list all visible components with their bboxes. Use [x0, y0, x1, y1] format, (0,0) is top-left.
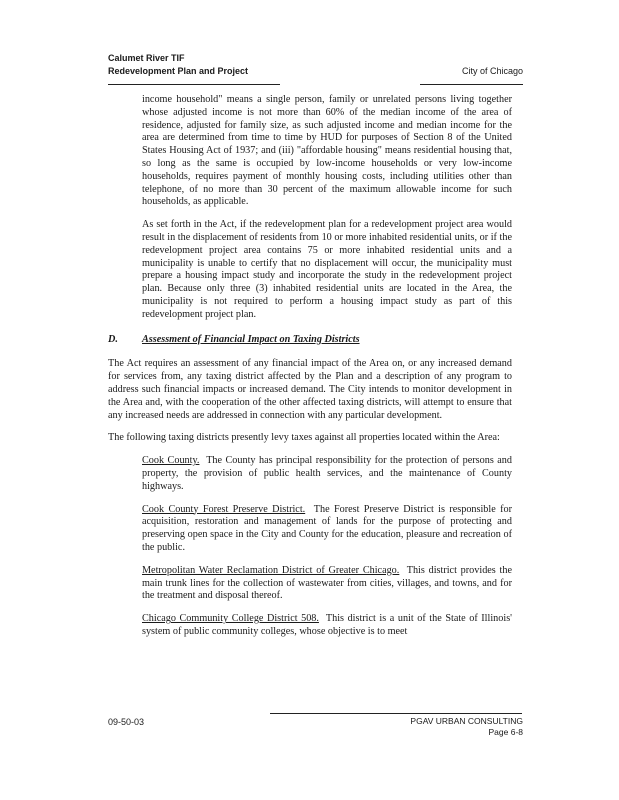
district-description: The County has principal responsibility for the protection of persons and property, the provision of public health services, and the maintenance of County highways. — [142, 455, 512, 492]
district-cook-county — [142, 455, 512, 493]
section-heading — [108, 334, 512, 347]
section-title: Assessment of Financial Impact on Taxing Districts — [142, 333, 360, 345]
section-number: D. — [108, 333, 118, 345]
district-water-reclamation — [142, 565, 512, 603]
district-description: This district provides the main trunk lines for the collection of wastewater from cities, villages, and towns, and for the treatment and disposal thereof. — [142, 564, 512, 602]
footer-firm-name: PGAV URBAN CONSULTING — [410, 716, 523, 726]
district-community-college — [142, 613, 512, 639]
district-description: The Forest Preserve District is responsible for acquisition, restoration and management of lands for the purpose of protecting and preserving open space in the City and County for the education, pleasure and recreation of the public. — [142, 503, 512, 553]
district-name: Metropolitan Water Reclamation District of Greater Chicago. — [142, 564, 400, 576]
header-project-title: Calumet River TIF — [108, 53, 185, 63]
header-rule-right — [420, 84, 523, 85]
district-description: This district is a unit of the State of Illinois' system of public community colleges, whose objective is to meet — [142, 613, 512, 637]
footer-document-code: 09-50-03 — [108, 717, 145, 727]
paragraph-affordable-housing-definition: income household" means a single person, family or unrelated persons living together whose adjusted income is not more than 60% of the median income of the area of residence, adjusted for family size, as such adjusted income and median income for the area are determined from time to time by HUD for purposes of Section 8 of the United States Housing Act of 1937; and (iii) "affordable housing" means residential housing that, so long as the same is occupied by low-income households or very low-income households, requires payment of monthly housing costs, including utilities other than telephone, of no more than 30 percent of the maximum allowable income for such households, as applicable. — [142, 94, 512, 208]
district-name: Chicago Community College District 508. — [142, 613, 319, 625]
paragraph-housing-impact-study: As set forth in the Act, if the redevelopment plan for a redevelopment project area would result in the displacement of residents from 10 or more inhabited residential units, or if the redevelopment project area contains 75 or more inhabited residential units and a municipality is unable to certify that no displacement will occur, the municipality must prepare a housing impact study and incorporate the study in the redevelopment project plan. Because only three (3) inhabited residential units are located in the Area, the municipality is not required to perform a housing impact study as part of this redevelopment project plan. — [142, 219, 512, 320]
header-rule-left — [108, 84, 280, 85]
district-name: Cook County Forest Preserve District. — [142, 503, 306, 515]
page-header — [108, 52, 248, 78]
district-name: Cook County. — [142, 455, 200, 467]
header-city: City of Chicago — [461, 66, 523, 76]
paragraph-taxing-districts-intro: The following taxing districts presently levy taxes against all properties located within the Area: — [108, 432, 500, 444]
header-document-title: Redevelopment Plan and Project — [108, 66, 249, 76]
footer-rule — [270, 713, 522, 714]
document-body — [108, 94, 512, 649]
page-footer — [410, 716, 523, 738]
district-forest-preserve — [142, 504, 512, 555]
footer-page-number: Page 6-8 — [488, 727, 523, 737]
paragraph-financial-impact: The Act requires an assessment of any financial impact of the Area on, or any increased demand for services from, any taxing district affected by the Plan and a description of any program to address such financial impacts or increased demand. The City intends to monitor development in the Area and, with the cooperation of the other affected taxing districts, will attempt to ensure that any increased needs are addressed in connection with any particular development. — [108, 358, 512, 421]
